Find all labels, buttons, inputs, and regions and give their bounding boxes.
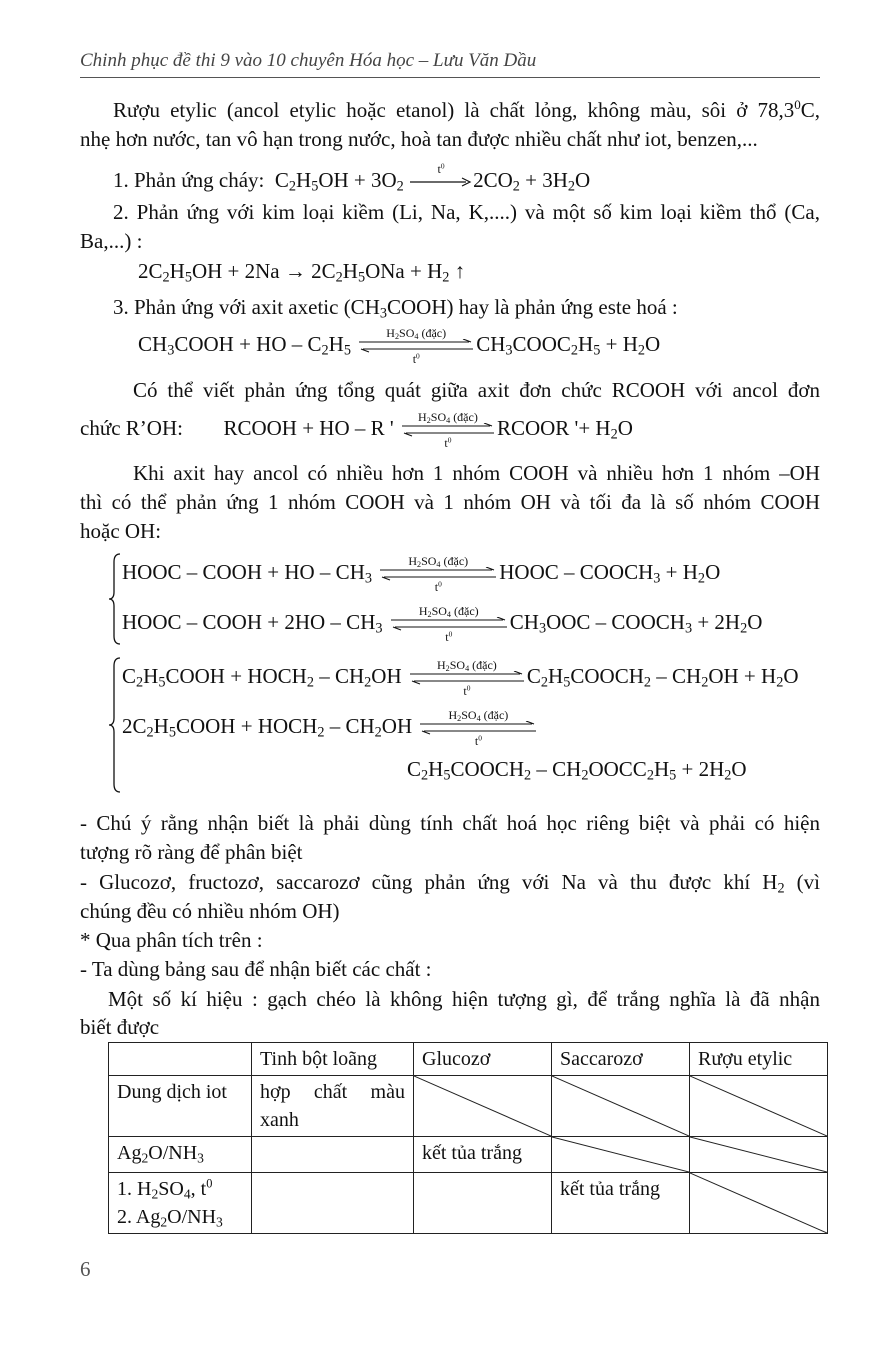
multi-desc-3: hoặc OH:: [80, 519, 162, 543]
note-5a: Một số kí hiệu : gạch chéo là không hiện tượng gì, để trắng nghĩa là đã nhận: [108, 987, 820, 1011]
equilibrium-arrow: $H_2SO_4$ (đặc) $t^0$: [389, 604, 509, 644]
table-cell-crossed: [552, 1137, 690, 1173]
note-3: * Qua phân tích trên :: [80, 928, 263, 952]
multi-desc-2: thì có thể phản ứng 1 nhóm COOH và 1 nhóm OH và tối đa là số nhóm COOH: [80, 490, 820, 514]
reaction-esterification: $CH_3COOH$ + HO – $C_2H_5$ $H_2SO_4$ (đặc) $t^0$ $CH_3COOC_2H_5 + H_2O$: [138, 326, 661, 367]
intro-line-2: nhẹ hơn nước, tan vô hạn trong nước, hoà tan được nhiều chất như iot, benzen,...: [80, 127, 758, 151]
table-cell: [414, 1173, 552, 1234]
reaction-glycol-2: $2C_2H_5COOH$ + $HOCH_2 - CH_2OH$ $H_2SO_4$ (đặc) $t^0$: [122, 706, 539, 746]
note-2b: chúng đều có nhiều nhóm OH): [80, 899, 340, 923]
table-row: [109, 1076, 828, 1137]
table-cell: kết tủa trắng: [414, 1137, 552, 1173]
table-row-label: Dung dịch iot: [109, 1076, 252, 1137]
table-row-label: 1. $H_2SO_4$, $t^0$ 2. $Ag_2O/NH_3$: [109, 1173, 252, 1234]
table-cell-crossed: [690, 1137, 828, 1173]
header-rule: [80, 77, 820, 78]
reaction-glycol-1: $C_2H_5COOH$ + $HOCH_2 - CH_2OH$ $H_2SO_4$ (đặc) $t^0$ $C_2H_5COOCH_2 - CH_2OH + H_2O$: [122, 658, 799, 699]
table-header-cell: Rượu etylic: [690, 1043, 828, 1076]
reaction-2-desc-1: 2. Phản ứng với kim loại kiềm (Li, Na, K,....) và một số kim loại kiềm thổ (Ca,: [113, 200, 820, 224]
left-brace: [108, 656, 122, 794]
intro-line-1: Rượu etylic (ancol etylic hoặc etanol) là chất lỏng, không màu, sôi ở 78,3$^0$C,: [113, 97, 820, 122]
table-cell: kết tủa trắng: [552, 1173, 690, 1234]
table-cell-crossed: [690, 1076, 828, 1137]
forward-arrow: $t^0$: [410, 162, 472, 202]
reaction-oxalic-2: HOOC – COOH + $2HO - CH_3$ $H_2SO_4$ (đặc) $t^0$ $CH_3OOC$ – $COOCH_3 + 2H_2O$: [122, 604, 763, 645]
equilibrium-arrow: $H_2SO_4$ (đặc) $t^0$: [400, 410, 496, 450]
page-number: 6: [80, 1257, 91, 1281]
table-cell: [252, 1173, 414, 1234]
table-row: [109, 1043, 828, 1076]
left-brace: [108, 552, 122, 646]
multi-desc-1: Khi axit hay ancol có nhiều hơn 1 nhóm COOH và nhiều hơn 1 nhóm –OH: [133, 461, 820, 485]
table-header-cell: Saccarozơ: [552, 1043, 690, 1076]
note-1a: - Chú ý rằng nhận biết là phải dùng tính chất hoá học riêng biệt và phải có hiện: [80, 811, 820, 835]
table-row-label: $Ag_2O/NH_3$: [109, 1137, 252, 1173]
note-4: - Ta dùng bảng sau để nhận biết các chất :: [80, 957, 432, 981]
table-cell: hợp chất màu xanh: [252, 1076, 414, 1137]
identification-table: [108, 1042, 828, 1234]
table-cell-crossed: [690, 1173, 828, 1234]
equilibrium-arrow: $H_2SO_4$ (đặc) $t^0$: [357, 326, 475, 366]
equilibrium-arrow: $H_2SO_4$ (đặc) $t^0$: [418, 708, 538, 748]
table-cell-crossed: [552, 1076, 690, 1137]
reaction-oxalic-1: HOOC – COOH + HO – $CH_3$ $H_2SO_4$ (đặc) $t^0$ HOOC – $COOCH_3 + H_2O$: [122, 554, 721, 595]
table-cell: [252, 1137, 414, 1173]
equilibrium-arrow: $H_2SO_4$ (đặc) $t^0$: [378, 554, 498, 594]
equilibrium-arrow: $H_2SO_4$ (đặc) $t^0$: [408, 658, 526, 698]
general-desc: Có thể viết phản ứng tổng quát giữa axit đơn chức RCOOH với ancol đơn: [133, 378, 820, 402]
reaction-general: chức R’OH: RCOOH + HO – R ' $H_2SO_4$ (đặc) $t^0$ RCOOR '+ $H_2O$: [80, 410, 633, 451]
table-header-cell: Glucozơ: [414, 1043, 552, 1076]
reaction-2-desc-2: Ba,...) :: [80, 229, 143, 253]
note-1b: tượng rõ ràng để phân biệt: [80, 840, 303, 864]
running-header: Chinh phục đề thi 9 vào 10 chuyên Hóa học – Lưu Văn Dầu: [80, 50, 537, 71]
note-5b: biết được: [80, 1015, 160, 1039]
table-header-cell: Tinh bột loãng: [252, 1043, 414, 1076]
reaction-combustion: 1. Phản ứng cháy: $C_2H_5OH + 3O_2$ $t^0$ $2CO_2 + 3H_2O$: [113, 160, 590, 200]
table-row: [109, 1137, 828, 1173]
reaction-sodium: $2C_2H_5OH + 2Na \to 2C_2H_5ONa + H_2$ ↑: [138, 259, 466, 286]
table-row: [109, 1173, 828, 1234]
reaction-glycol-2-product: $C_2H_5COOCH_2$ – $CH_2OOCC_2H_5 + 2H_2O$: [407, 757, 747, 784]
table-header-cell: [109, 1043, 252, 1076]
note-2a: - Glucozơ, fructozơ, saccarozơ cũng phản ứng với Na và thu được khí $H_2$ (vì: [80, 870, 821, 897]
table-cell-crossed: [414, 1076, 552, 1137]
reaction-3-desc: 3. Phản ứng với axit axetic $(CH_3COOH)$ hay là phản ứng este hoá :: [113, 295, 678, 322]
